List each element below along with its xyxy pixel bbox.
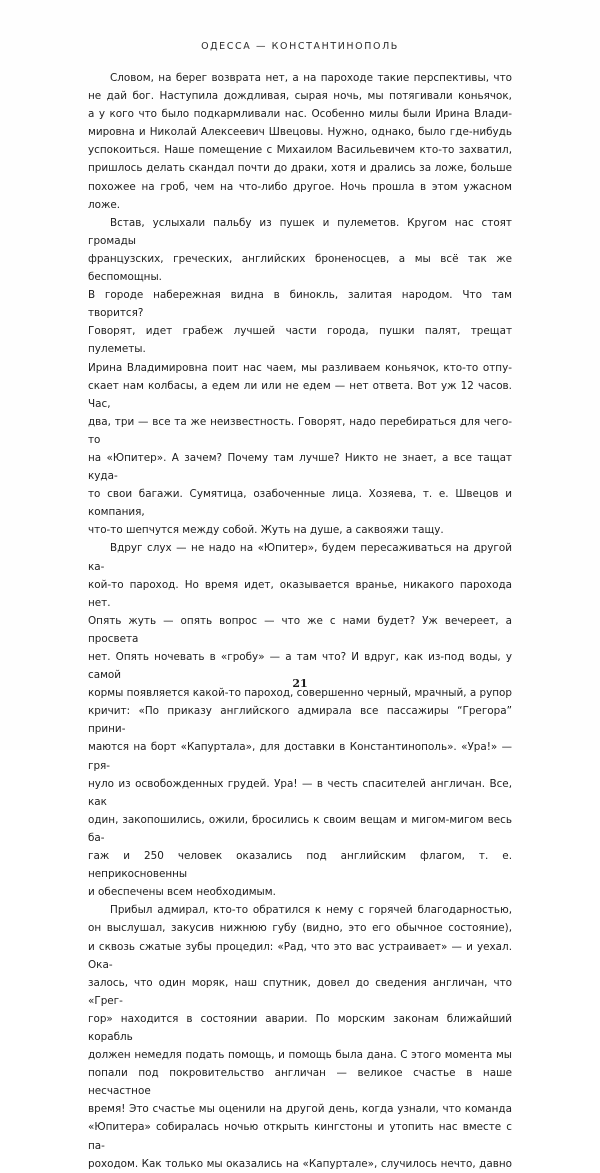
text-line: и сквозь сжатые зубы процедил: «Рад, что это вас устраивает» — и уехал. Ока- xyxy=(88,940,512,971)
text-line: гор» находится в состоянии аварии. По морским законам ближайший корабль xyxy=(88,1012,512,1043)
text-line: и обеспечены всем необходимым. xyxy=(88,886,276,899)
text-line: В городе набережная видна в бинокль, залитая народом. Что там творится? xyxy=(88,289,512,320)
text-line: что-то шепчутся между собой. Жуть на душе, а саквояжи тащу. xyxy=(88,524,444,537)
paragraph xyxy=(88,214,512,540)
text-line: нет. Опять ночевать в «гробу» — а там что? И вдруг, как из-под воды, у самой xyxy=(88,651,512,682)
text-line: нуло из освобожденных грудей. Ура! — в честь спасителей англичан. Все, как xyxy=(88,777,512,808)
paragraph xyxy=(88,539,512,901)
text-line: один, закопошились, ожили, бросились к своим вещам и мигом-мигом весь ба- xyxy=(88,813,512,844)
text-line: французских, греческих, английских броненосцев, а мы всё так же беспомощны. xyxy=(88,252,512,284)
text-line: кормы появляется какой-то пароход, совершенно черный, мрачный, а рупор xyxy=(88,687,512,700)
text-line: Прибыл адмирал, кто-то обратился к нему с горячей благодарностью, xyxy=(110,904,512,917)
text-line: Вдруг слух — не надо на «Юпитер», будем пересаживаться на другой ка- xyxy=(88,542,512,573)
text-line: попали под покровительство англичан — великое счастье в наше несчастное xyxy=(88,1067,512,1098)
text-line: Говорят, идет грабеж лучшей части города, пушки палят, трещат пулеметы. xyxy=(88,325,512,356)
text-line: время! Это счастье мы оценили на другой день, когда узнали, что команда xyxy=(88,1103,512,1116)
body-text xyxy=(88,69,512,1173)
text-line: успокоиться. Наше помещение с Михаилом Васильевичем кто-то захватил, xyxy=(88,144,512,157)
text-line: то свои багажи. Сумятица, озабоченные лица. Хозяева, т. е. Швецов и компания, xyxy=(88,488,512,519)
text-line: мировна и Николай Алексеевич Швецовы. Нужно, однако, было где-нибудь xyxy=(88,126,512,139)
text-line: Словом, на берег возврата нет, а на пароходе такие перспективы, что xyxy=(110,72,512,84)
paragraph xyxy=(88,901,512,1172)
text-line: должен немедля подать помощь, и помощь была дана. С этого момента мы xyxy=(88,1049,512,1062)
text-line: на «Юпитер». А зачем? Почему там лучше? Никто не знает, а все тащат куда- xyxy=(88,451,512,483)
text-line: а у кого что было подкармливали нас. Особенно милы были Ирина Влади- xyxy=(88,108,512,121)
text-line: кой-то пароход. Но время идет, оказывается вранье, никакого парохода нет. xyxy=(88,578,512,609)
text-line: залось, что один моряк, наш спутник, довел до сведения англичан, что «Грег- xyxy=(88,976,512,1007)
text-line: пришлось делать скандал почти до драки, хотя и дрались за ложе, больше xyxy=(88,162,512,175)
text-line: не дай бог. Наступила дождливая, сырая ночь, мы потягивали коньячок, xyxy=(88,90,512,103)
text-line: гаж и 250 человек оказались под английским флагом, т. е. неприкосновенны xyxy=(88,850,512,881)
page-number: 21 xyxy=(292,677,308,690)
text-line: Встав, услыхали пальбу из пушек и пулеметов. Кругом нас стоят громады xyxy=(88,216,512,247)
text-line: два, три — все та же неизвестность. Говорят, надо перебираться для чего-то xyxy=(88,415,512,446)
text-line: Ирина Владимировна поит нас чаем, мы разливаем коньячок, кто-то отпу- xyxy=(88,361,512,374)
text-line: маются на борт «Капуртала», для доставки в Константинополь». «Ура!» — гря- xyxy=(88,741,512,772)
text-line: Опять жуть — опять вопрос — что же с нами будет? Уж вечереет, а просвета xyxy=(88,614,512,645)
text-line: «Юпитера» собиралась ночью открыть кингстоны и утопить нас вместе с па- xyxy=(88,1121,512,1152)
text-line: похожее на гроб, чем на что-либо другое. Ночь прошла в этом ужасном ложе. xyxy=(88,180,512,211)
paragraph xyxy=(88,69,512,214)
running-head: ОДЕССА — КОНСТАНТИНОПОЛЬ xyxy=(201,41,399,52)
text-line: он выслушал, закусив нижнюю губу (видно, это его обычное состояние), xyxy=(88,922,512,935)
text-line: роходом. Как только мы оказались на «Капуртале», случилось нечто, давно xyxy=(88,1157,512,1170)
text-line: кричит: «По приказу английского адмирала все пассажиры “Грегора” прини- xyxy=(88,705,512,736)
text-line: скает нам колбасы, а едем ли или не едем — нет ответа. Вот уж 12 часов. Час, xyxy=(88,379,512,410)
